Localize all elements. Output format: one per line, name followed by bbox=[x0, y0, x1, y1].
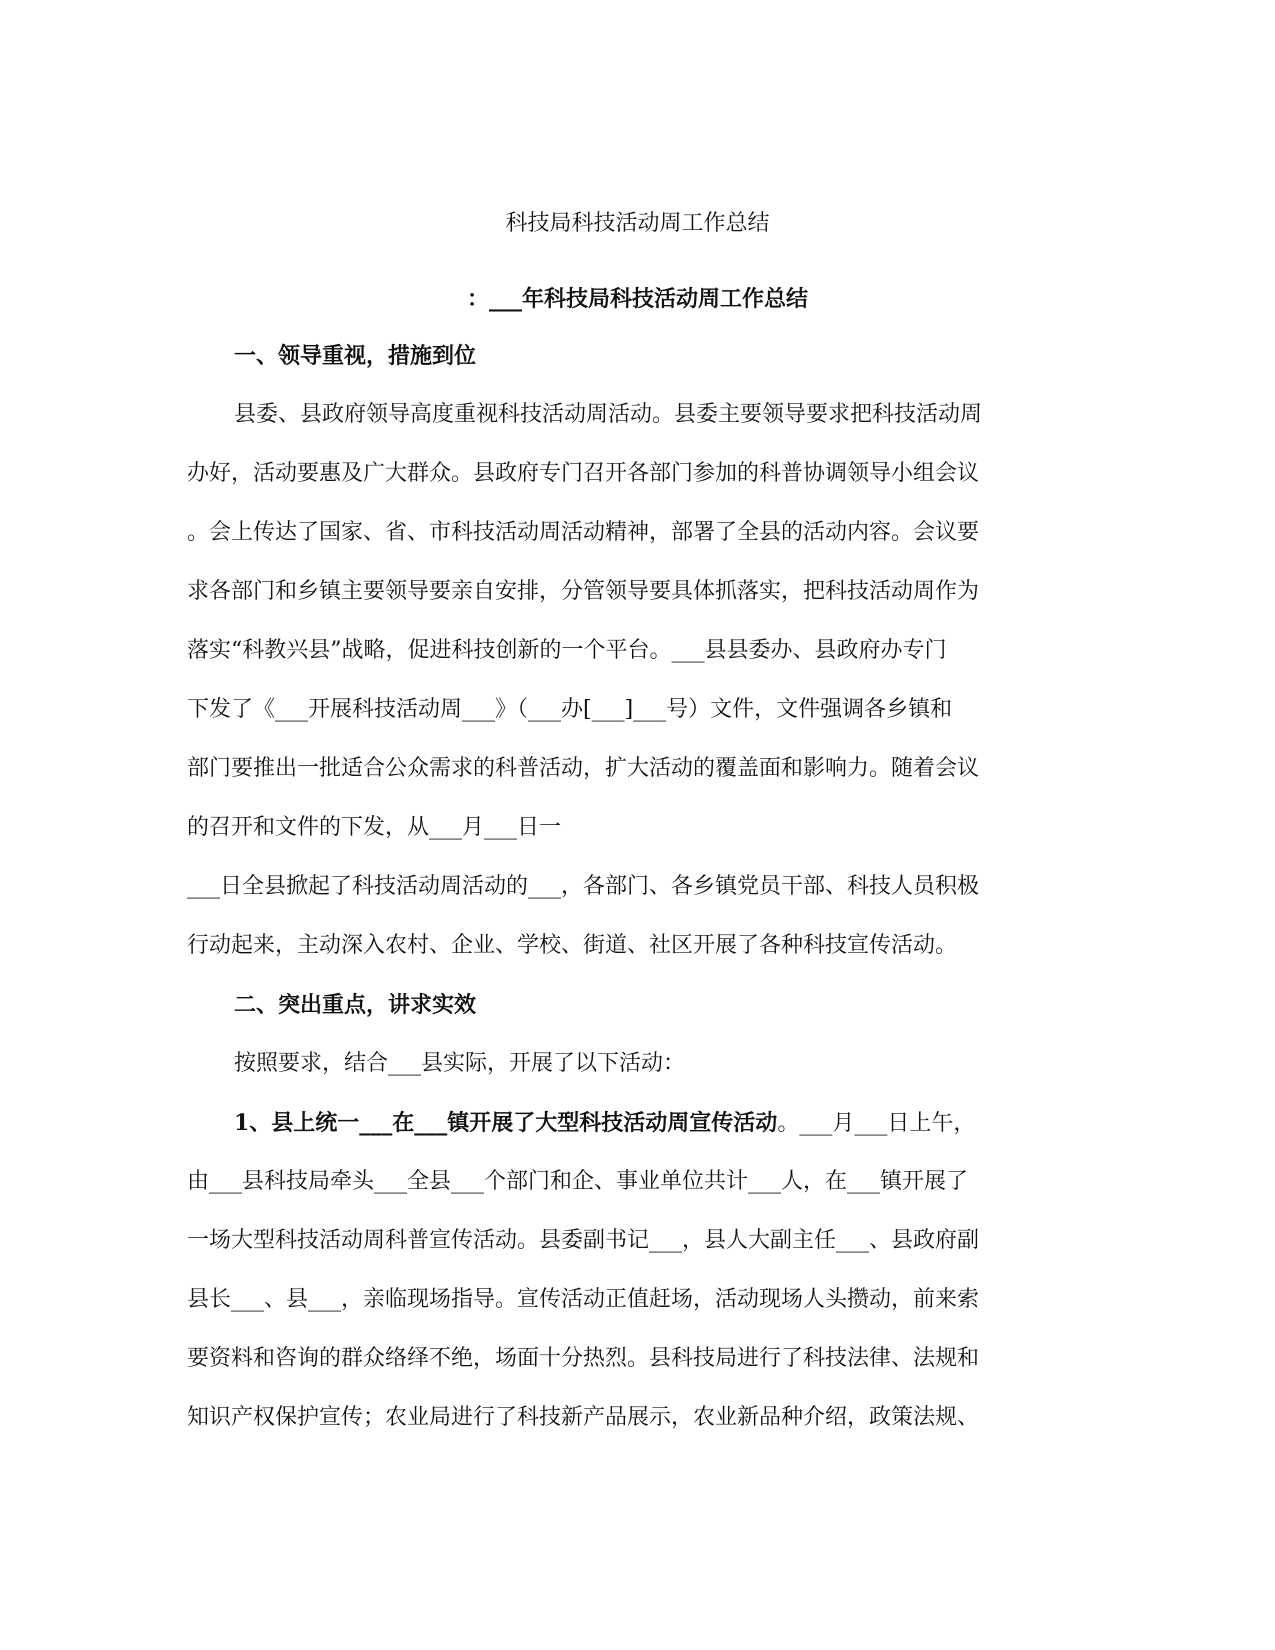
paragraph-line: 知识产权保护宣传；农业局进行了科技新产品展示，农业新品种介绍，政策法规、 bbox=[187, 1405, 980, 1430]
paragraph-line: 行动起来，主动深入农村、企业、学校、街道、社区开展了各种科技宣传活动。 bbox=[187, 933, 958, 958]
paragraph-line: 部门要推出一批适合公众需求的科普活动，扩大活动的覆盖面和影响力。随着会议 bbox=[187, 756, 980, 781]
paragraph-line: 落实“科教兴县”战略，促进科技创新的一个平台。___县县委办、县政府办专门 bbox=[187, 638, 947, 663]
list-item-1-heading: 1、县上统一___在___镇开展了大型科技活动周宣传活动 bbox=[234, 1110, 778, 1136]
paragraph-line: 求各部门和乡镇主要领导要亲自安排，分管领导要具体抓落实，把科技活动周作为 bbox=[187, 579, 980, 604]
paragraph-line: 的召开和文件的下发，从___月___日一 bbox=[187, 815, 562, 840]
paragraph-line: 县委、县政府领导高度重视科技活动周活动。县委主要领导要求把科技活动周 bbox=[234, 402, 983, 427]
document-title: 科技局科技活动周工作总结 bbox=[505, 211, 770, 236]
paragraph-line: ___日全县掀起了科技活动周活动的___，各部门、各乡镇党员干部、科技人员积极 bbox=[187, 874, 980, 899]
section-heading-2: 二、突出重点，讲求实效 bbox=[234, 992, 477, 1018]
section-heading-1: 一、领导重视，措施到位 bbox=[234, 343, 477, 369]
paragraph-line: 。会上传达了国家、省、市科技活动周活动精神，部署了全县的活动内容。会议要 bbox=[187, 520, 980, 545]
paragraph-line: 要资料和咨询的群众络绎不绝，场面十分热烈。县科技局进行了科技法律、法规和 bbox=[187, 1346, 980, 1371]
paragraph-line: 办好，活动要惠及广大群众。县政府专门召开各部门参加的科普协调领导小组会议 bbox=[187, 461, 980, 486]
section-intro: 按照要求，结合___县实际，开展了以下活动： bbox=[234, 1051, 686, 1076]
list-item-1-text: 。___月___日上午， bbox=[777, 1111, 976, 1136]
paragraph-line: 下发了《___开展科技活动周___》（___办[___]___号）文件，文件强调各乡镇和 bbox=[187, 697, 953, 722]
paragraph-line: 一场大型科技活动周科普宣传活动。县委副书记___，县人大副主任___、县政府副 bbox=[187, 1228, 980, 1253]
list-item-1 bbox=[187, 1107, 1087, 1166]
paragraph-line: 由___县科技局牵头___全县___个部门和企、事业单位共计___人，在___镇开展了 bbox=[187, 1169, 969, 1194]
document-subtitle: ：___年科技局科技活动周工作总结 bbox=[466, 286, 808, 312]
document-body bbox=[187, 340, 1087, 1461]
paragraph-line: 县长___、县___，亲临现场指导。宣传活动正值赶场，活动现场人头攒动，前来索 bbox=[187, 1287, 980, 1312]
